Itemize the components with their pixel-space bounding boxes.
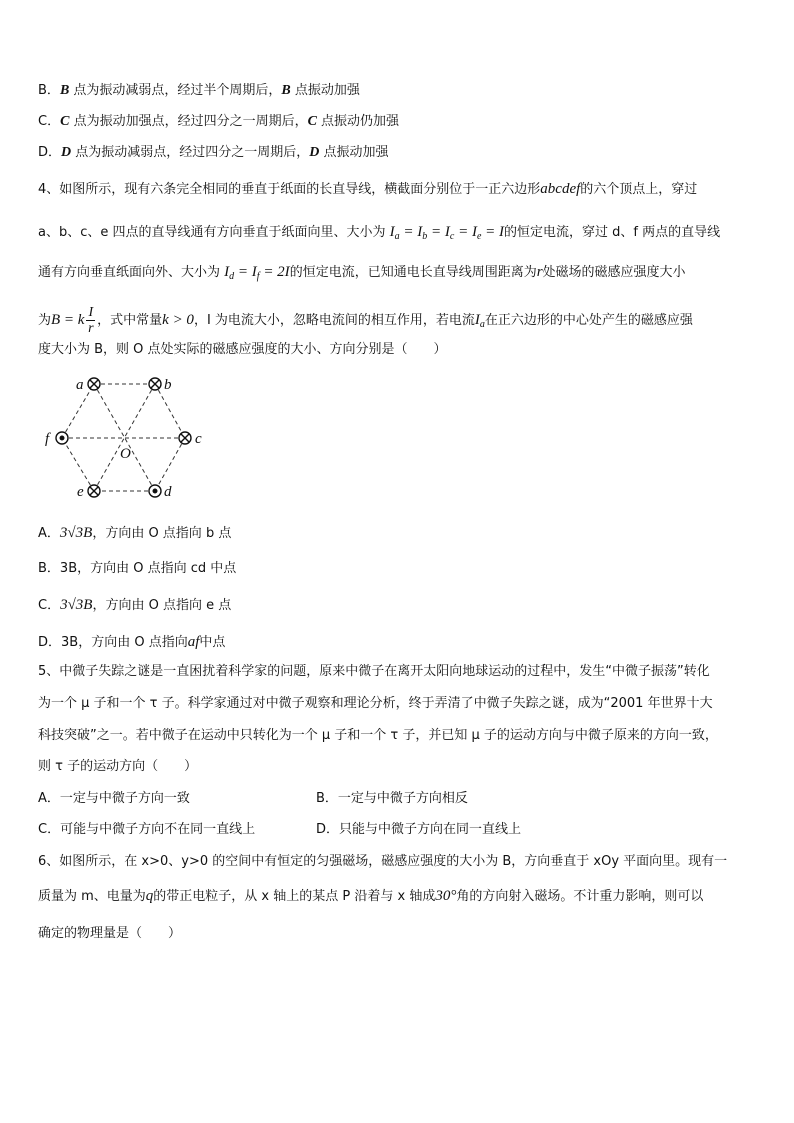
hexagon-diagram xyxy=(40,368,210,503)
wire-d xyxy=(149,485,161,497)
label-f: f xyxy=(45,431,50,447)
q3-option-b: B．B 点为振动减弱点，经过半个周期后，B 点振动加强 xyxy=(38,83,360,98)
q5-stem-line2: 为一个 μ 子和一个 τ 子。科学家通过对中微子观察和理论分析，终于弄清了中微子失踪之谜，成为“2001 年世界十大 xyxy=(38,696,713,711)
q6-stem-line2: 质量为 m、电量为q的带正电粒子，从 x 轴上的某点 P 沿着与 x 轴成30°角的方向射入磁场。不计重力影响，则可以 xyxy=(38,888,704,904)
label-o: O xyxy=(120,446,131,462)
fraction: $\frac{I}{r}$ xyxy=(88,305,94,336)
q5-stem-line3: 科技突破”之一。若中微子在运动中只转化为一个 μ 子和一个 τ 子，并已知 μ 子的运动方向与中微子原来的方向一致， xyxy=(38,728,718,743)
q5-option-b: B．一定与中微子方向相反 xyxy=(316,791,468,806)
q3-option-c: C．C 点为振动加强点，经过四分之一周期后，C 点振动仍加强 xyxy=(38,114,400,129)
label-a: a xyxy=(76,377,84,393)
q5-stem-line4: 则 τ 子的运动方向（ ） xyxy=(38,759,198,774)
q4-stem-line1: 4、如图所示，现有六条完全相同的垂直于纸面的长直导线，横截面分别位于一正六边形abcdef的六个顶点上，穿过 xyxy=(38,181,698,197)
q4-stem-line2: a、b、c、e 四点的直导线通有方向垂直于纸面向里、大小为 $I_a = I_b = I_c = I_e = I$的恒定电流，穿过 d、f 两点的直导线 xyxy=(38,224,721,242)
q4-option-c: C．3√3B，方向由 O 点指向 e 点 xyxy=(38,597,232,613)
q3-option-d: D．D 点为振动减弱点，经过四分之一周期后，D 点振动加强 xyxy=(38,145,389,160)
label-c: c xyxy=(195,431,202,447)
label-e: e xyxy=(77,484,84,500)
wire-a xyxy=(88,378,100,390)
wire-f xyxy=(56,432,68,444)
q5-stem-line1: 5、中微子失踪之谜是一直困扰着科学家的问题，原来中微子在离开太阳向地球运动的过程中，发生“中微子振荡”转化 xyxy=(38,664,710,679)
wire-e xyxy=(88,485,100,497)
q5-option-a: A．一定与中微子方向一致 xyxy=(38,791,190,806)
label-d: d xyxy=(164,484,172,500)
q4-option-d: D．3B，方向由 O 点指向af中点 xyxy=(38,634,226,650)
q5-option-c: C．可能与中微子方向不在同一直线上 xyxy=(38,822,256,837)
q4-option-a: A．3√3B，方向由 O 点指向 b 点 xyxy=(38,525,232,541)
q4-stem-line3: 通有方向垂直纸面向外、大小为 $I_d = I_f = 2I$的恒定电流，已知通电长直导线周围距离为r处磁场的磁感应强度大小 xyxy=(38,264,686,282)
wire-c xyxy=(179,432,191,444)
q5-option-d: D．只能与中微子方向在同一直线上 xyxy=(316,822,522,837)
q4-stem-line4: 为B = k $\frac{I}{r}$ ，式中常量k > 0，I 为电流大小，忽略电流间的相互作用，若电流$I_a$在正六边形的中心处产生的磁感应强 xyxy=(38,305,693,336)
q6-stem-line3: 确定的物理量是（ ） xyxy=(38,926,182,941)
q4-stem-line5: 度大小为 B，则 O 点处实际的磁感应强度的大小、方向分别是（ ） xyxy=(38,342,447,357)
wire-b xyxy=(149,378,161,390)
q6-stem-line1: 6、如图所示，在 x>0、y>0 的空间中有恒定的匀强磁场，磁感应强度的大小为 B，方向垂直于 xOy 平面向里。现有一 xyxy=(38,854,728,869)
label-b: b xyxy=(164,377,172,393)
q4-option-b: B．3B，方向由 O 点指向 cd 中点 xyxy=(38,561,237,576)
